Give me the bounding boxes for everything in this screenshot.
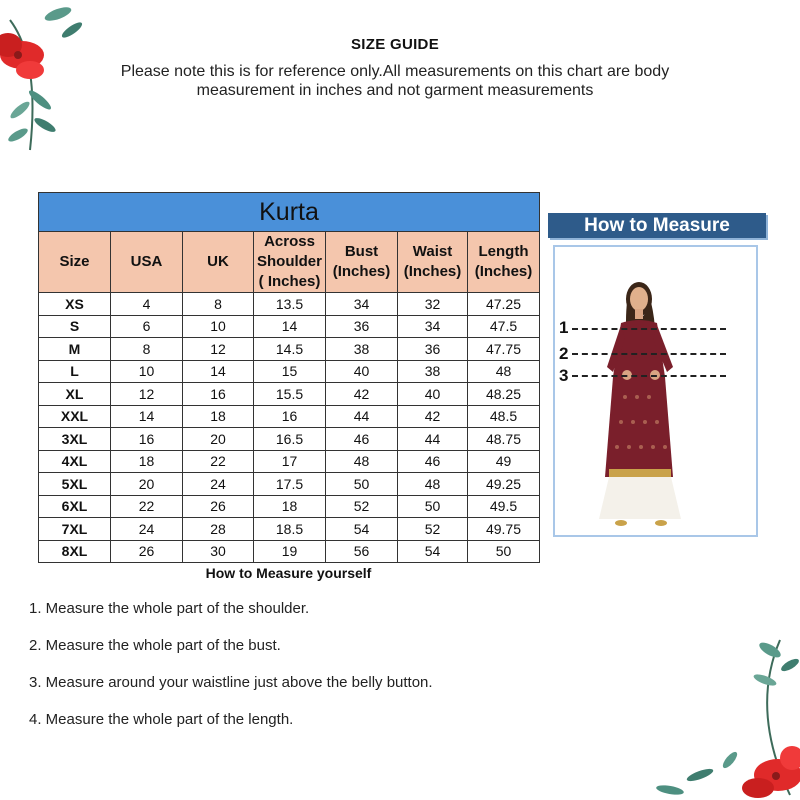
table-cell: 12 — [183, 338, 254, 361]
table-cell: 47.25 — [468, 293, 540, 316]
page-title: SIZE GUIDE — [350, 36, 439, 53]
table-cell: 18 — [111, 450, 183, 473]
table-cell: 19 — [254, 540, 326, 563]
column-header-line: ( Inches) — [258, 273, 321, 290]
table-cell: 16 — [111, 428, 183, 451]
column-header-line: Waist — [412, 243, 453, 260]
table-cell: 47.75 — [468, 338, 540, 361]
table-cell: 42 — [398, 405, 468, 428]
table-cell: 40 — [398, 383, 468, 406]
table-cell: 18 — [183, 405, 254, 428]
table-cell: 12 — [111, 383, 183, 406]
size-cell: M — [39, 338, 111, 361]
table-cell: 17.5 — [254, 473, 326, 496]
table-cell: 16.5 — [254, 428, 326, 451]
table-cell: 44 — [326, 405, 398, 428]
table-cell: 22 — [111, 495, 183, 518]
table-row — [39, 315, 540, 338]
table-cell: 10 — [111, 360, 183, 383]
table-cell: 10 — [183, 315, 254, 338]
table-cell: 24 — [111, 518, 183, 541]
column-header — [183, 232, 254, 293]
table-cell: 14 — [111, 405, 183, 428]
size-chart-table — [38, 192, 540, 563]
table-cell: 48 — [326, 450, 398, 473]
table-cell: 40 — [326, 360, 398, 383]
table-cell: 48.5 — [468, 405, 540, 428]
table-row — [39, 428, 540, 451]
table-cell: 16 — [183, 383, 254, 406]
table-row — [39, 360, 540, 383]
table-cell: 28 — [183, 518, 254, 541]
table-cell: 47.5 — [468, 315, 540, 338]
table-cell: 18 — [254, 495, 326, 518]
table-cell: 18.5 — [254, 518, 326, 541]
table-cell: 52 — [326, 495, 398, 518]
size-cell: 5XL — [39, 473, 111, 496]
table-row — [39, 405, 540, 428]
table-cell: 30 — [183, 540, 254, 563]
marker-3-label: 3 — [559, 366, 569, 385]
table-cell: 54 — [398, 540, 468, 563]
waist-measure-line — [572, 375, 726, 377]
table-cell: 49.5 — [468, 495, 540, 518]
measure-step: 2. Measure the whole part of the bust. — [29, 637, 281, 654]
size-cell: XXL — [39, 405, 111, 428]
table-cell: 14 — [254, 315, 326, 338]
size-cell: L — [39, 360, 111, 383]
how-to-measure-heading: How to Measure — [548, 213, 766, 238]
table-cell: 17 — [254, 450, 326, 473]
size-cell: XL — [39, 383, 111, 406]
table-cell: 15 — [254, 360, 326, 383]
column-header — [326, 232, 398, 293]
marker-1-label: 1 — [559, 318, 569, 337]
table-cell: 44 — [398, 428, 468, 451]
table-row — [39, 293, 540, 316]
table-cell: 38 — [398, 360, 468, 383]
column-header — [111, 232, 183, 293]
table-cell: 26 — [183, 495, 254, 518]
measure-step: 1. Measure the whole part of the shoulder. — [29, 600, 310, 617]
column-header-line: Bust — [344, 243, 379, 260]
table-cell: 46 — [398, 450, 468, 473]
column-header-line: USA — [130, 253, 163, 270]
table-cell: 48.25 — [468, 383, 540, 406]
table-row — [39, 383, 540, 406]
column-header — [254, 232, 326, 293]
table-cell: 14.5 — [254, 338, 326, 361]
table-cell: 8 — [183, 293, 254, 316]
table-cell: 50 — [398, 495, 468, 518]
floral-decoration-bottom-right — [640, 630, 800, 800]
table-header-row — [39, 232, 540, 293]
table-cell: 48.75 — [468, 428, 540, 451]
table-cell: 34 — [398, 315, 468, 338]
measure-step: 4. Measure the whole part of the length. — [29, 711, 294, 728]
size-cell: 4XL — [39, 450, 111, 473]
size-cell: XS — [39, 293, 111, 316]
table-cell: 48 — [468, 360, 540, 383]
column-header — [468, 232, 540, 293]
table-cell: 56 — [326, 540, 398, 563]
table-cell: 36 — [326, 315, 398, 338]
measure-step: 3. Measure around your waistline just above the belly button. — [29, 674, 433, 691]
column-header — [398, 232, 468, 293]
table-cell: 46 — [326, 428, 398, 451]
table-cell: 48 — [398, 473, 468, 496]
table-cell: 20 — [183, 428, 254, 451]
column-header-line: Size — [59, 253, 90, 270]
model-image-frame — [553, 245, 758, 537]
table-cell: 34 — [326, 293, 398, 316]
column-header-line: (Inches) — [474, 263, 533, 280]
size-cell: 7XL — [39, 518, 111, 541]
table-cell: 15.5 — [254, 383, 326, 406]
column-header-line: (Inches) — [403, 263, 462, 280]
marker-2-label: 2 — [559, 344, 569, 363]
table-cell: 14 — [183, 360, 254, 383]
table-cell: 49.75 — [468, 518, 540, 541]
column-header — [39, 232, 111, 293]
table-cell: 54 — [326, 518, 398, 541]
column-header-line: (Inches) — [332, 263, 391, 280]
table-cell: 22 — [183, 450, 254, 473]
table-cell: 49 — [468, 450, 540, 473]
table-cell: 6 — [111, 315, 183, 338]
table-cell: 38 — [326, 338, 398, 361]
table-row — [39, 473, 540, 496]
table-cell: 16 — [254, 405, 326, 428]
table-cell: 8 — [111, 338, 183, 361]
table-cell: 50 — [326, 473, 398, 496]
reference-note-line-1: Please note this is for reference only.All measurements on this chart are body — [120, 63, 670, 80]
size-cell: 8XL — [39, 540, 111, 563]
table-row — [39, 495, 540, 518]
measure-steps-list — [29, 600, 433, 748]
column-header-line: Across — [264, 233, 315, 250]
table-cell: 4 — [111, 293, 183, 316]
table-cell: 13.5 — [254, 293, 326, 316]
table-row — [39, 518, 540, 541]
column-header-line: Length — [478, 243, 529, 260]
bust-measure-line — [572, 353, 726, 355]
table-row — [39, 540, 540, 563]
table-cell: 32 — [398, 293, 468, 316]
model-illustration — [555, 247, 756, 535]
table-caption: How to Measure yourself — [205, 565, 372, 581]
table-cell: 26 — [111, 540, 183, 563]
table-cell: 24 — [183, 473, 254, 496]
table-cell: 50 — [468, 540, 540, 563]
table-row — [39, 450, 540, 473]
shoulder-measure-line — [572, 328, 726, 330]
size-cell: 6XL — [39, 495, 111, 518]
table-cell: 49.25 — [468, 473, 540, 496]
reference-note — [60, 62, 730, 100]
column-header-line: Shoulder — [256, 253, 322, 270]
column-header-line: UK — [207, 253, 229, 270]
table-row — [39, 338, 540, 361]
size-cell: S — [39, 315, 111, 338]
table-cell: 36 — [398, 338, 468, 361]
table-cell: 20 — [111, 473, 183, 496]
reference-note-line-2: measurement in inches and not garment measurements — [196, 82, 594, 99]
table-cell: 52 — [398, 518, 468, 541]
table-cell: 42 — [326, 383, 398, 406]
size-cell: 3XL — [39, 428, 111, 451]
table-title: Kurta — [39, 193, 540, 232]
